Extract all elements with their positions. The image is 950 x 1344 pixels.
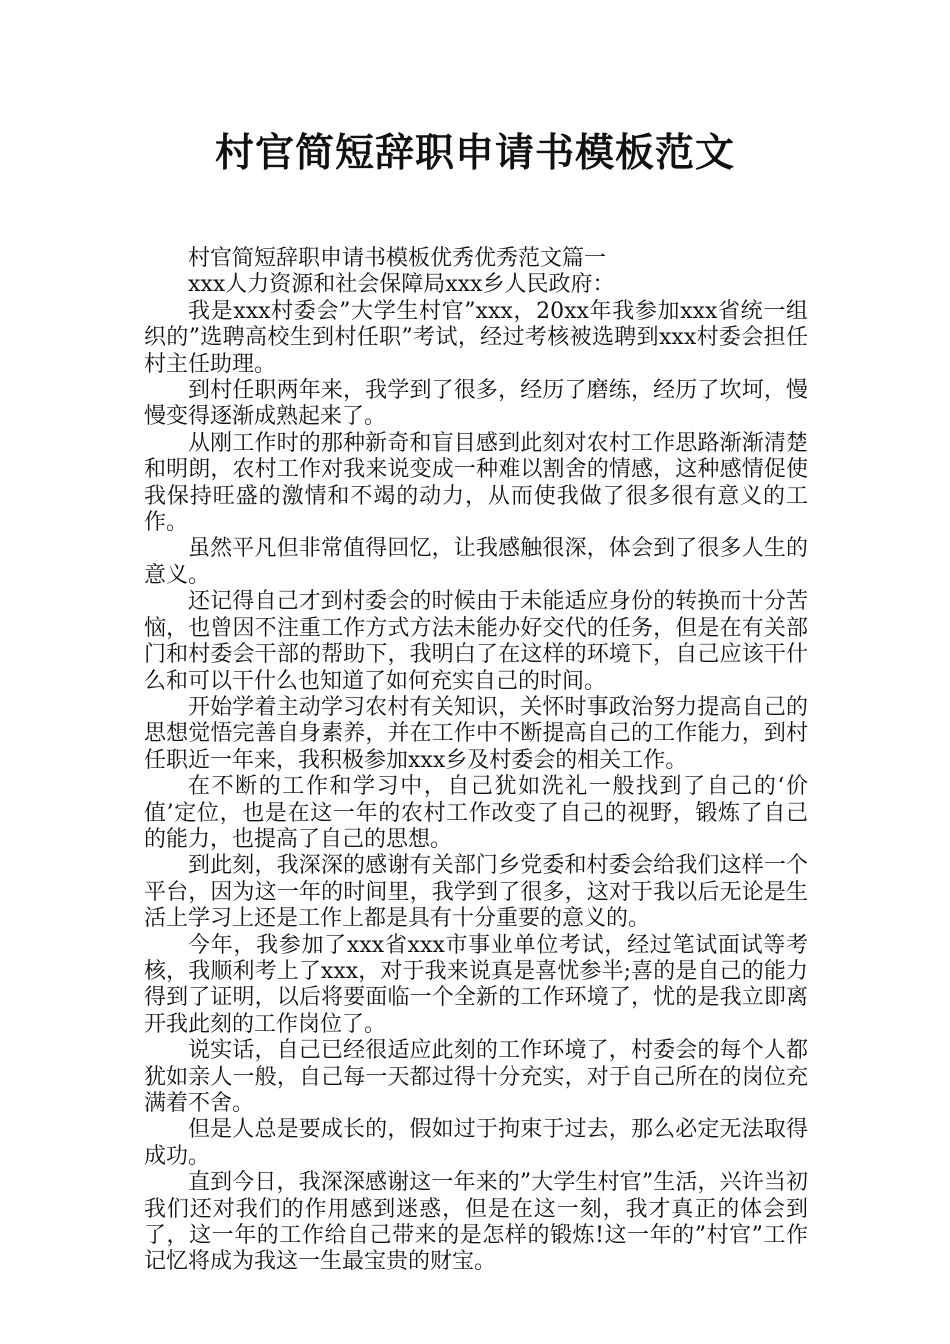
paragraph: 还记得自己才到村委会的时候由于未能适应身份的转换而十分苦恼，也曾因不注重工作方式方法未能办好交代的任务，但是在有关部门和村委会干部的帮助下，我明白了在这样的环境下，自己应该干什么和可以干什么也知道了如何充实自己的时间。: [144, 589, 808, 694]
paragraph: 开始学着主动学习农村有关知识，关怀时事政治努力提高自己的思想觉悟完善自身素养，并在工作中不断提高自己的工作能力，到村任职近一年来，我积极参加xxx乡及村委会的相关工作。: [144, 694, 808, 773]
paragraph: 直到今日，我深深感谢这一年来的”大学生村官”生活，兴许当初我们还对我们的作用感到迷惑，但是在这一刻，我才真正的体会到了，这一年的工作给自己带来的是怎样的锻炼!这一年的”村官”工作记忆将成为我这一生最宝贵的财宝。: [144, 1170, 808, 1275]
document-body: [144, 246, 808, 1276]
document-title: 村官简短辞职申请书模板范文: [214, 131, 735, 176]
paragraph: 村官简短辞职申请书模板优秀优秀范文篇一: [188, 246, 607, 271]
paragraph: 从刚工作时的那种新奇和盲目感到此刻对农村工作思路渐渐清楚和明朗，农村工作对我来说变成一种难以割舍的情感，这种感情促使我保持旺盛的激情和不竭的动力，从而使我做了很多很有意义的工作。: [144, 430, 808, 536]
paragraph: 到村任职两年来，我学到了很多，经历了磨练，经历了坎坷，慢慢变得逐渐成熟起来了。: [144, 378, 808, 430]
paragraph: 但是人总是要成长的，假如过于拘束于过去，那么必定无法取得成功。: [144, 1117, 808, 1169]
paragraph: xxx人力资源和社会保障局xxx乡人民政府：: [188, 272, 615, 298]
paragraph: 我是xxx村委会”大学生村官”xxx，20xx年我参加xxx省统一组织的”选聘高校生到村任职”考试，经过考核被选聘到xxx村委会担任村主任助理。: [144, 298, 808, 377]
paragraph: 虽然平凡但非常值得回忆，让我感触很深，体会到了很多人生的意义。: [144, 536, 808, 588]
paragraph: 今年，我参加了xxx省xxx市事业单位考试，经过笔试面试等考核，我顺利考上了xxx，对于我来说真是喜忧参半;喜的是自己的能力得到了证明，以后将要面临一个全新的工作环境了，忧的是我立即离开我此刻的工作岗位了。: [144, 932, 808, 1037]
paragraph: 到此刻，我深深的感谢有关部门乡党委和村委会给我们这样一个平台，因为这一年的时间里，我学到了很多，这对于我以后无论是生活上学习上还是工作上都是具有十分重要的意义的。: [144, 853, 808, 932]
paragraph: 说实话，自己已经很适应此刻的工作环境了，村委会的每个人都犹如亲人一般，自己每一天都过得十分充实，对于自己所在的岗位充满着不舍。: [144, 1038, 808, 1116]
paragraph: 在不断的工作和学习中，自己犹如洗礼一般找到了自己的‘价值’定位，也是在这一年的农村工作改变了自己的视野，锻炼了自己的能力，也提高了自己的思想。: [144, 774, 808, 852]
